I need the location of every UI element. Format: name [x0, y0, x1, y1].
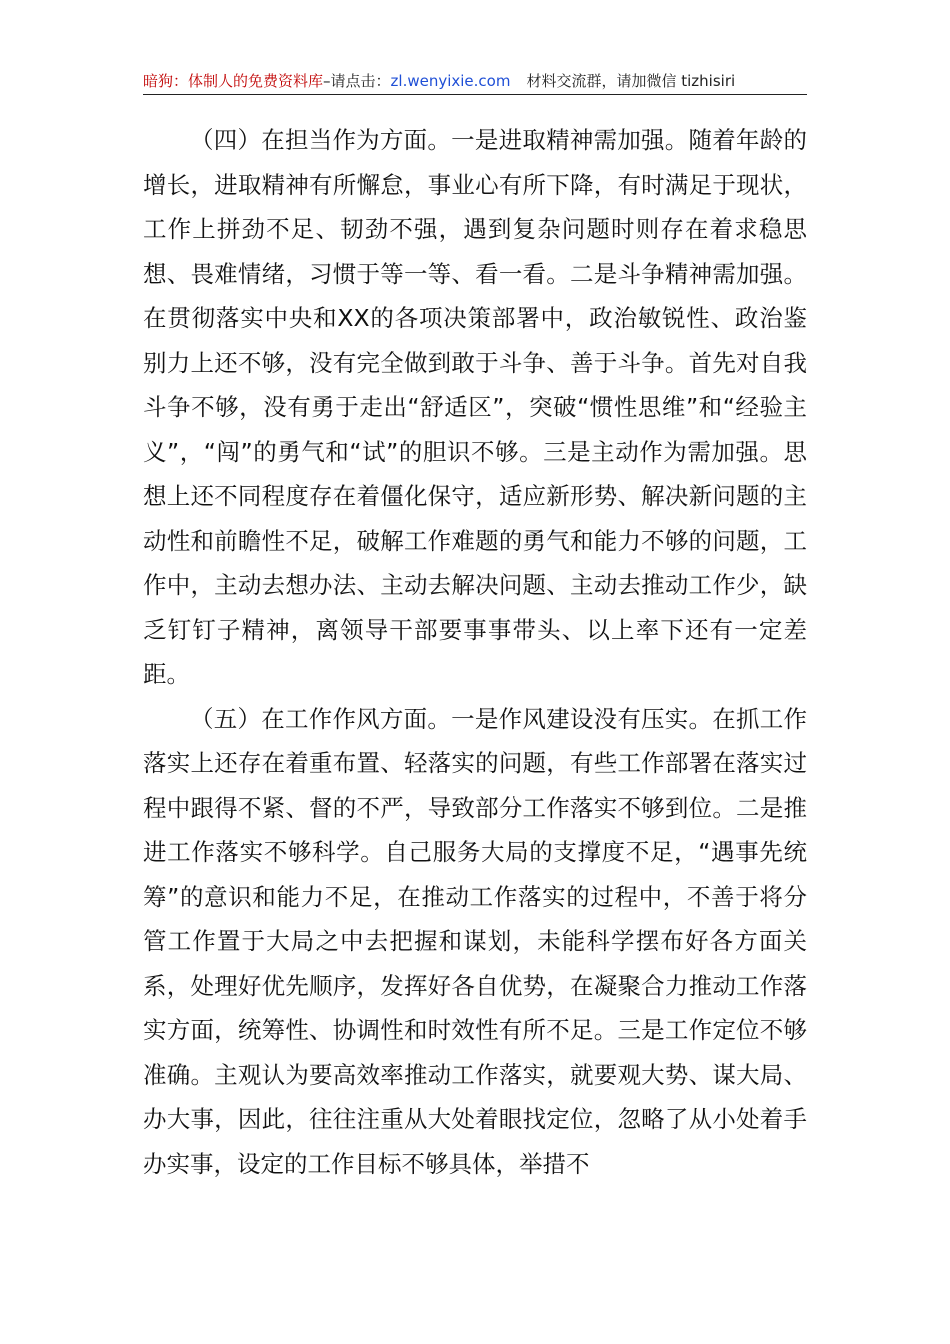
paragraph-section-4: （四）在担当作为方面。一是进取精神需加强。随着年龄的增长，进取精神有所懈怠，事业心有所下降，有时满足于现状，工作上拼劲不足、韧劲不强，遇到复杂问题时则存在着求稳思想、畏难情绪，习惯于等一等、看一看。二是斗争精神需加强。在贯彻落实中央和XX的各项决策部署中，政治敏锐性、政治鉴别力上还不够，没有完全做到敢于斗争、善于斗争。首先对自我斗争不够，没有勇于走出“舒适区”，突破“惯性思维”和“经验主义”，“闯”的勇气和“试”的胆识不够。三是主动作为需加强。思想上还不同程度存在着僵化保守，适应新形势、解决新问题的主动性和前瞻性不足，破解工作难题的勇气和能力不够的问题，工作中，主动去想办法、主动去解决问题、主动去推动工作少，缺乏钉钉子精神，离领导干部要事事带头、以上率下还有一定差距。: [143, 126, 807, 688]
header-group-info: 材料交流群，请加微信 tizhisiri: [526, 72, 736, 90]
header-brand: 暗狗：体制人的免费资料库: [143, 72, 324, 90]
paragraph-section-5: （五）在工作作风方面。一是作风建设没有压实。在抓工作落实上还存在着重布置、轻落实的问题，有些工作部署在落实过程中跟得不紧、督的不严，导致部分工作落实不够到位。二是推进工作落实不够科学。自己服务大局的支撑度不足，“遇事先统筹”的意识和能力不足，在推动工作落实的过程中，不善于将分管工作置于大局之中去把握和谋划，未能科学摆布好各方面关系，处理好优先顺序，发挥好各自优势，在凝聚合力推动工作落实方面，统筹性、协调性和时效性有所不足。三是工作定位不够准确。主观认为要高效率推动工作落实，就要观大势、谋大局、办大事，因此，往往注重从大处着眼找定位，忽略了从小处着手办实事，设定的工作目标不够具体，举措不: [143, 704, 807, 1178]
document-body: [143, 118, 807, 1186]
header-url-link[interactable]: zl.wenyixie.com: [390, 72, 511, 90]
page-header: [143, 68, 807, 95]
header-click-text: –请点击：: [323, 72, 391, 90]
